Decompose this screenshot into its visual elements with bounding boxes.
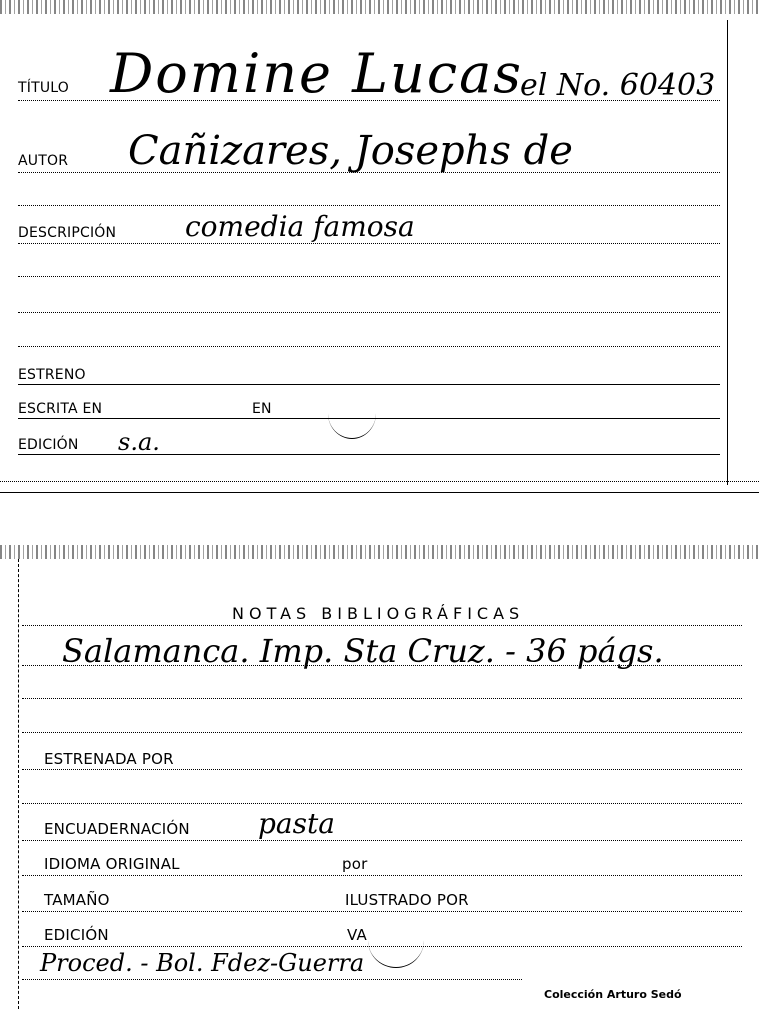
descripcion-label: DESCRIPCIÓN [18, 225, 117, 241]
descripcion-rule [18, 243, 720, 244]
encuadernacion-label: ENCUADERNACIÓN [44, 820, 190, 838]
encuadernacion-rule [22, 840, 742, 841]
tamano-label: TAMAÑO [44, 891, 110, 909]
blank-rule-2 [18, 276, 720, 277]
escrita-label: ESCRITA EN [18, 401, 103, 417]
autor-rule [18, 172, 720, 173]
catalog-card-bottom [0, 545, 759, 1028]
edicion-rule-2 [22, 946, 742, 947]
proced-rule [22, 979, 522, 980]
card-bottom-edge [0, 481, 759, 482]
notas-value: Salamanca. Imp. Sta Cruz. - 36 págs. [62, 632, 664, 670]
titulo-note: el No. 60403 [520, 68, 716, 103]
estrenada-label: ESTRENADA POR [44, 750, 174, 768]
blank-rule-1 [18, 205, 720, 206]
edicion-rule [18, 454, 720, 455]
idioma-rule [22, 875, 742, 876]
estreno-label: ESTRENO [18, 367, 86, 383]
va-label: VA [347, 926, 367, 944]
scan-edge-top-2 [0, 545, 759, 559]
blank-rule-5 [22, 698, 742, 699]
edicion-value: s.a. [118, 428, 160, 456]
ilustrado-label: ILUSTRADO POR [345, 891, 469, 909]
scan-separator [0, 492, 759, 493]
notas-title: NOTAS BIBLIOGRÁFICAS [232, 604, 525, 623]
blank-rule-7 [22, 803, 742, 804]
blank-rule-3 [18, 312, 720, 313]
autor-label: AUTOR [18, 153, 69, 169]
card-right-edge [727, 20, 728, 485]
estrenada-rule [22, 769, 742, 770]
stamp-mark [328, 388, 376, 439]
scan-edge-top [0, 0, 759, 14]
idioma-label: IDIOMA ORIGINAL [44, 855, 180, 873]
blank-rule-4 [18, 346, 720, 347]
catalog-card-top [0, 0, 759, 492]
collection-footer: Colección Arturo Sedó [544, 988, 682, 1001]
stamp-mark-2 [368, 913, 424, 968]
titulo-label: TÍTULO [18, 80, 69, 96]
titulo-rule [18, 100, 720, 101]
por-label: por [342, 855, 368, 873]
card-left-edge [18, 559, 19, 1009]
proced-value: Proced. - Bol. Fdez-Guerra [40, 949, 365, 977]
tamano-rule [22, 911, 742, 912]
estreno-rule [18, 384, 720, 385]
edicion-label: EDICIÓN [18, 437, 79, 453]
descripcion-value: comedia famosa [185, 210, 415, 243]
autor-value: Cañizares, Josephs de [128, 128, 573, 174]
edicion-label-2: EDICIÓN [44, 926, 109, 944]
titulo-value: Domine Lucas [110, 42, 523, 105]
notas-rule-2 [22, 665, 742, 666]
notas-rule [22, 625, 742, 626]
en-label: EN [252, 401, 272, 417]
blank-rule-6 [22, 732, 742, 733]
encuadernacion-value: pasta [258, 807, 335, 840]
